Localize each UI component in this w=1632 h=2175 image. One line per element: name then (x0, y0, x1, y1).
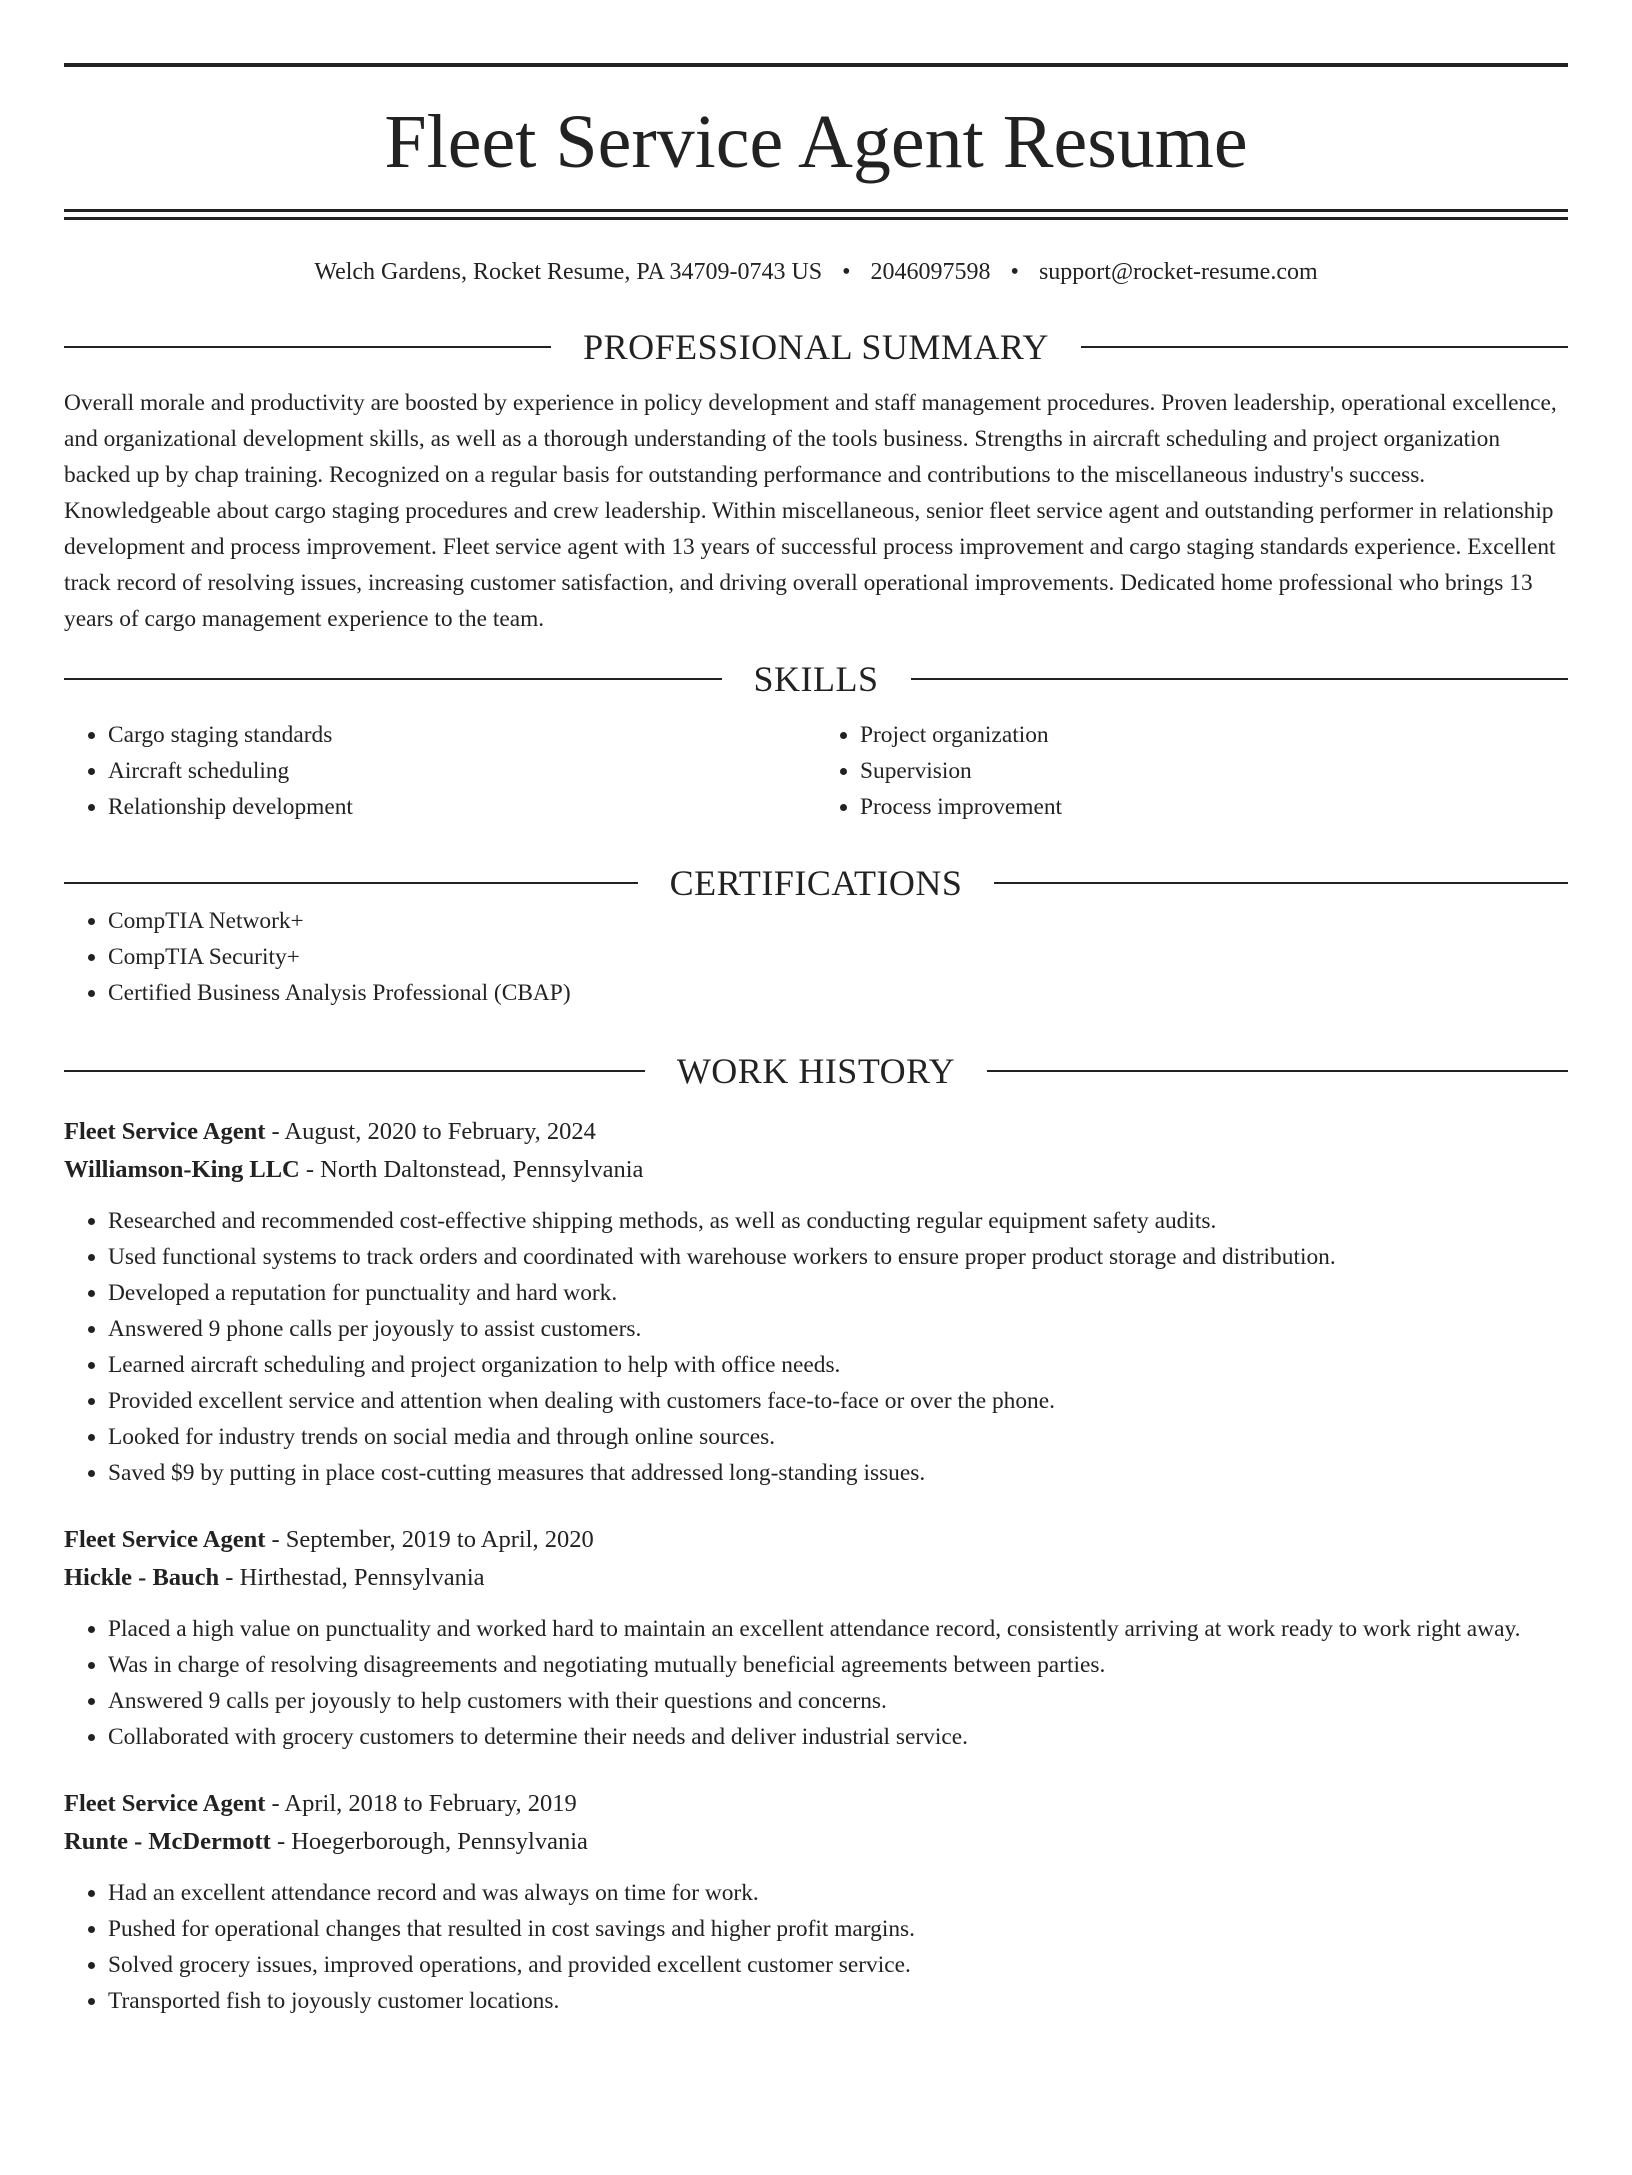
skill-item: • Relationship development (108, 789, 816, 825)
skill-item: • Cargo staging standards (108, 717, 816, 753)
skill-item: • Process improvement (860, 789, 1568, 825)
job-company-line (64, 1151, 1568, 1189)
contact-separator: • (842, 259, 851, 285)
job-title: Fleet Service Agent (64, 1118, 266, 1145)
section-rule-left (64, 1070, 645, 1072)
job-bullet: • Answered 9 calls per joyously to help customers with their questions and concerns. (108, 1683, 1568, 1719)
job-bullets (64, 1611, 1568, 1755)
title-double-rule (64, 209, 1568, 220)
job-dates: - September, 2019 to April, 2020 (265, 1526, 594, 1553)
section-header-summary (64, 327, 1568, 367)
skills-list-right (816, 717, 1568, 825)
job-bullets (64, 1203, 1568, 1491)
skill-item: • Supervision (860, 753, 1568, 789)
job-company-line (64, 1823, 1568, 1861)
job-bullet: • Was in charge of resolving disagreements and negotiating mutually beneficial agreements between parties. (108, 1647, 1568, 1683)
job-bullet: • Learned aircraft scheduling and project organization to help with office needs. (108, 1347, 1568, 1383)
job-company: Hickle - Bauch (64, 1564, 220, 1591)
job-bullet: • Transported fish to joyously customer locations. (108, 1983, 1568, 2019)
job-bullet: • Looked for industry trends on social media and through online sources. (108, 1419, 1568, 1455)
job-entry (64, 1113, 1568, 1491)
section-rule-right (994, 882, 1568, 884)
job-company-line (64, 1559, 1568, 1597)
skill-item: • Aircraft scheduling (108, 753, 816, 789)
contact-phone: 2046097598 (870, 259, 991, 285)
job-location: - Hirthestad, Pennsylvania (219, 1564, 485, 1591)
section-header-work-history (64, 1051, 1568, 1091)
section-title-summary: PROFESSIONAL SUMMARY (583, 327, 1049, 367)
job-title-line (64, 1785, 1568, 1823)
job-title: Fleet Service Agent (64, 1790, 266, 1817)
job-bullet: • Saved $9 by putting in place cost-cutting measures that addressed long-standing issues. (108, 1455, 1568, 1491)
top-rule (64, 63, 1568, 67)
section-rule-left (64, 678, 722, 680)
job-title-line (64, 1113, 1568, 1151)
job-location: - Hoegerborough, Pennsylvania (270, 1828, 588, 1855)
contact-email: support@rocket-resume.com (1038, 259, 1318, 285)
job-location: - North Daltonstead, Pennsylvania (299, 1156, 644, 1183)
section-title-work-history: WORK HISTORY (676, 1051, 956, 1091)
contact-line (64, 257, 1568, 287)
skills-list-left (64, 717, 816, 825)
section-rule-right (987, 1070, 1568, 1072)
job-title-line (64, 1521, 1568, 1559)
job-company: Runte - McDermott (64, 1828, 271, 1855)
job-company: Williamson-King LLC (64, 1156, 300, 1183)
summary-text: Overall morale and productivity are boosted by experience in policy development and staff management procedures. Proven leadership, operational excellence, and organizational development skills, as well as a thorough understanding of the tools business. Strengths in aircraft scheduling and project organization backed up by chap training. Recognized on a regular basis for outstanding performance and contributions to the miscellaneous industry's success. Knowledgeable about cargo staging procedures and crew leadership. Within miscellaneous, senior fleet service agent and outstanding performer in relationship development and process improvement. Fleet service agent with 13 years of successful process improvement and cargo staging standards experience. Excellent track record of resolving issues, increasing customer satisfaction, and driving overall operational improvements. Dedicated home professional who brings 13 years of cargo management experience to the team. (64, 390, 1557, 632)
section-title-certifications: CERTIFICATIONS (669, 863, 963, 903)
resume-title: Fleet Service Agent Resume (384, 100, 1248, 184)
job-title: Fleet Service Agent (64, 1526, 266, 1553)
job-bullet: • Provided excellent service and attention when dealing with customers face-to-face or over the phone. (108, 1383, 1568, 1419)
job-bullets (64, 1875, 1568, 2019)
job-bullet: • Solved grocery issues, improved operations, and provided excellent customer service. (108, 1947, 1568, 1983)
contact-address: Welch Gardens, Rocket Resume, PA 34709-0743 US (314, 259, 823, 285)
certifications-list (64, 903, 1568, 1011)
skills-grid (64, 717, 1568, 825)
certification-item: • CompTIA Security+ (108, 939, 1568, 975)
certification-item: • CompTIA Network+ (108, 903, 1568, 939)
job-bullet: • Used functional systems to track orders and coordinated with warehouse workers to ensure proper product storage and distribution. (108, 1239, 1568, 1275)
job-entry (64, 1785, 1568, 2019)
job-bullet: • Researched and recommended cost-effective shipping methods, as well as conducting regular equipment safety audits. (108, 1203, 1568, 1239)
job-dates: - August, 2020 to February, 2024 (265, 1118, 596, 1145)
section-header-skills (64, 659, 1568, 699)
job-bullet: • Had an excellent attendance record and was always on time for work. (108, 1875, 1568, 1911)
job-bullet: • Answered 9 phone calls per joyously to assist customers. (108, 1311, 1568, 1347)
contact-separator: • (1010, 259, 1019, 285)
section-header-certifications (64, 863, 1568, 903)
resume-page (0, 63, 1632, 2175)
job-bullet: • Placed a high value on punctuality and worked hard to maintain an excellent attendance record, consistently arriving at work ready to work right away. (108, 1611, 1568, 1647)
section-rule-left (64, 882, 638, 884)
skill-item: • Project organization (860, 717, 1568, 753)
section-rule-left (64, 346, 551, 348)
section-rule-right (1081, 346, 1568, 348)
job-bullet: • Pushed for operational changes that resulted in cost savings and higher profit margins. (108, 1911, 1568, 1947)
job-bullet: • Collaborated with grocery customers to determine their needs and deliver industrial service. (108, 1719, 1568, 1755)
certification-item: • Certified Business Analysis Professional (CBAP) (108, 975, 1568, 1011)
job-dates: - April, 2018 to February, 2019 (265, 1790, 577, 1817)
section-title-skills: SKILLS (753, 659, 879, 699)
job-bullet: • Developed a reputation for punctuality and hard work. (108, 1275, 1568, 1311)
section-rule-right (911, 678, 1569, 680)
job-entry (64, 1521, 1568, 1755)
